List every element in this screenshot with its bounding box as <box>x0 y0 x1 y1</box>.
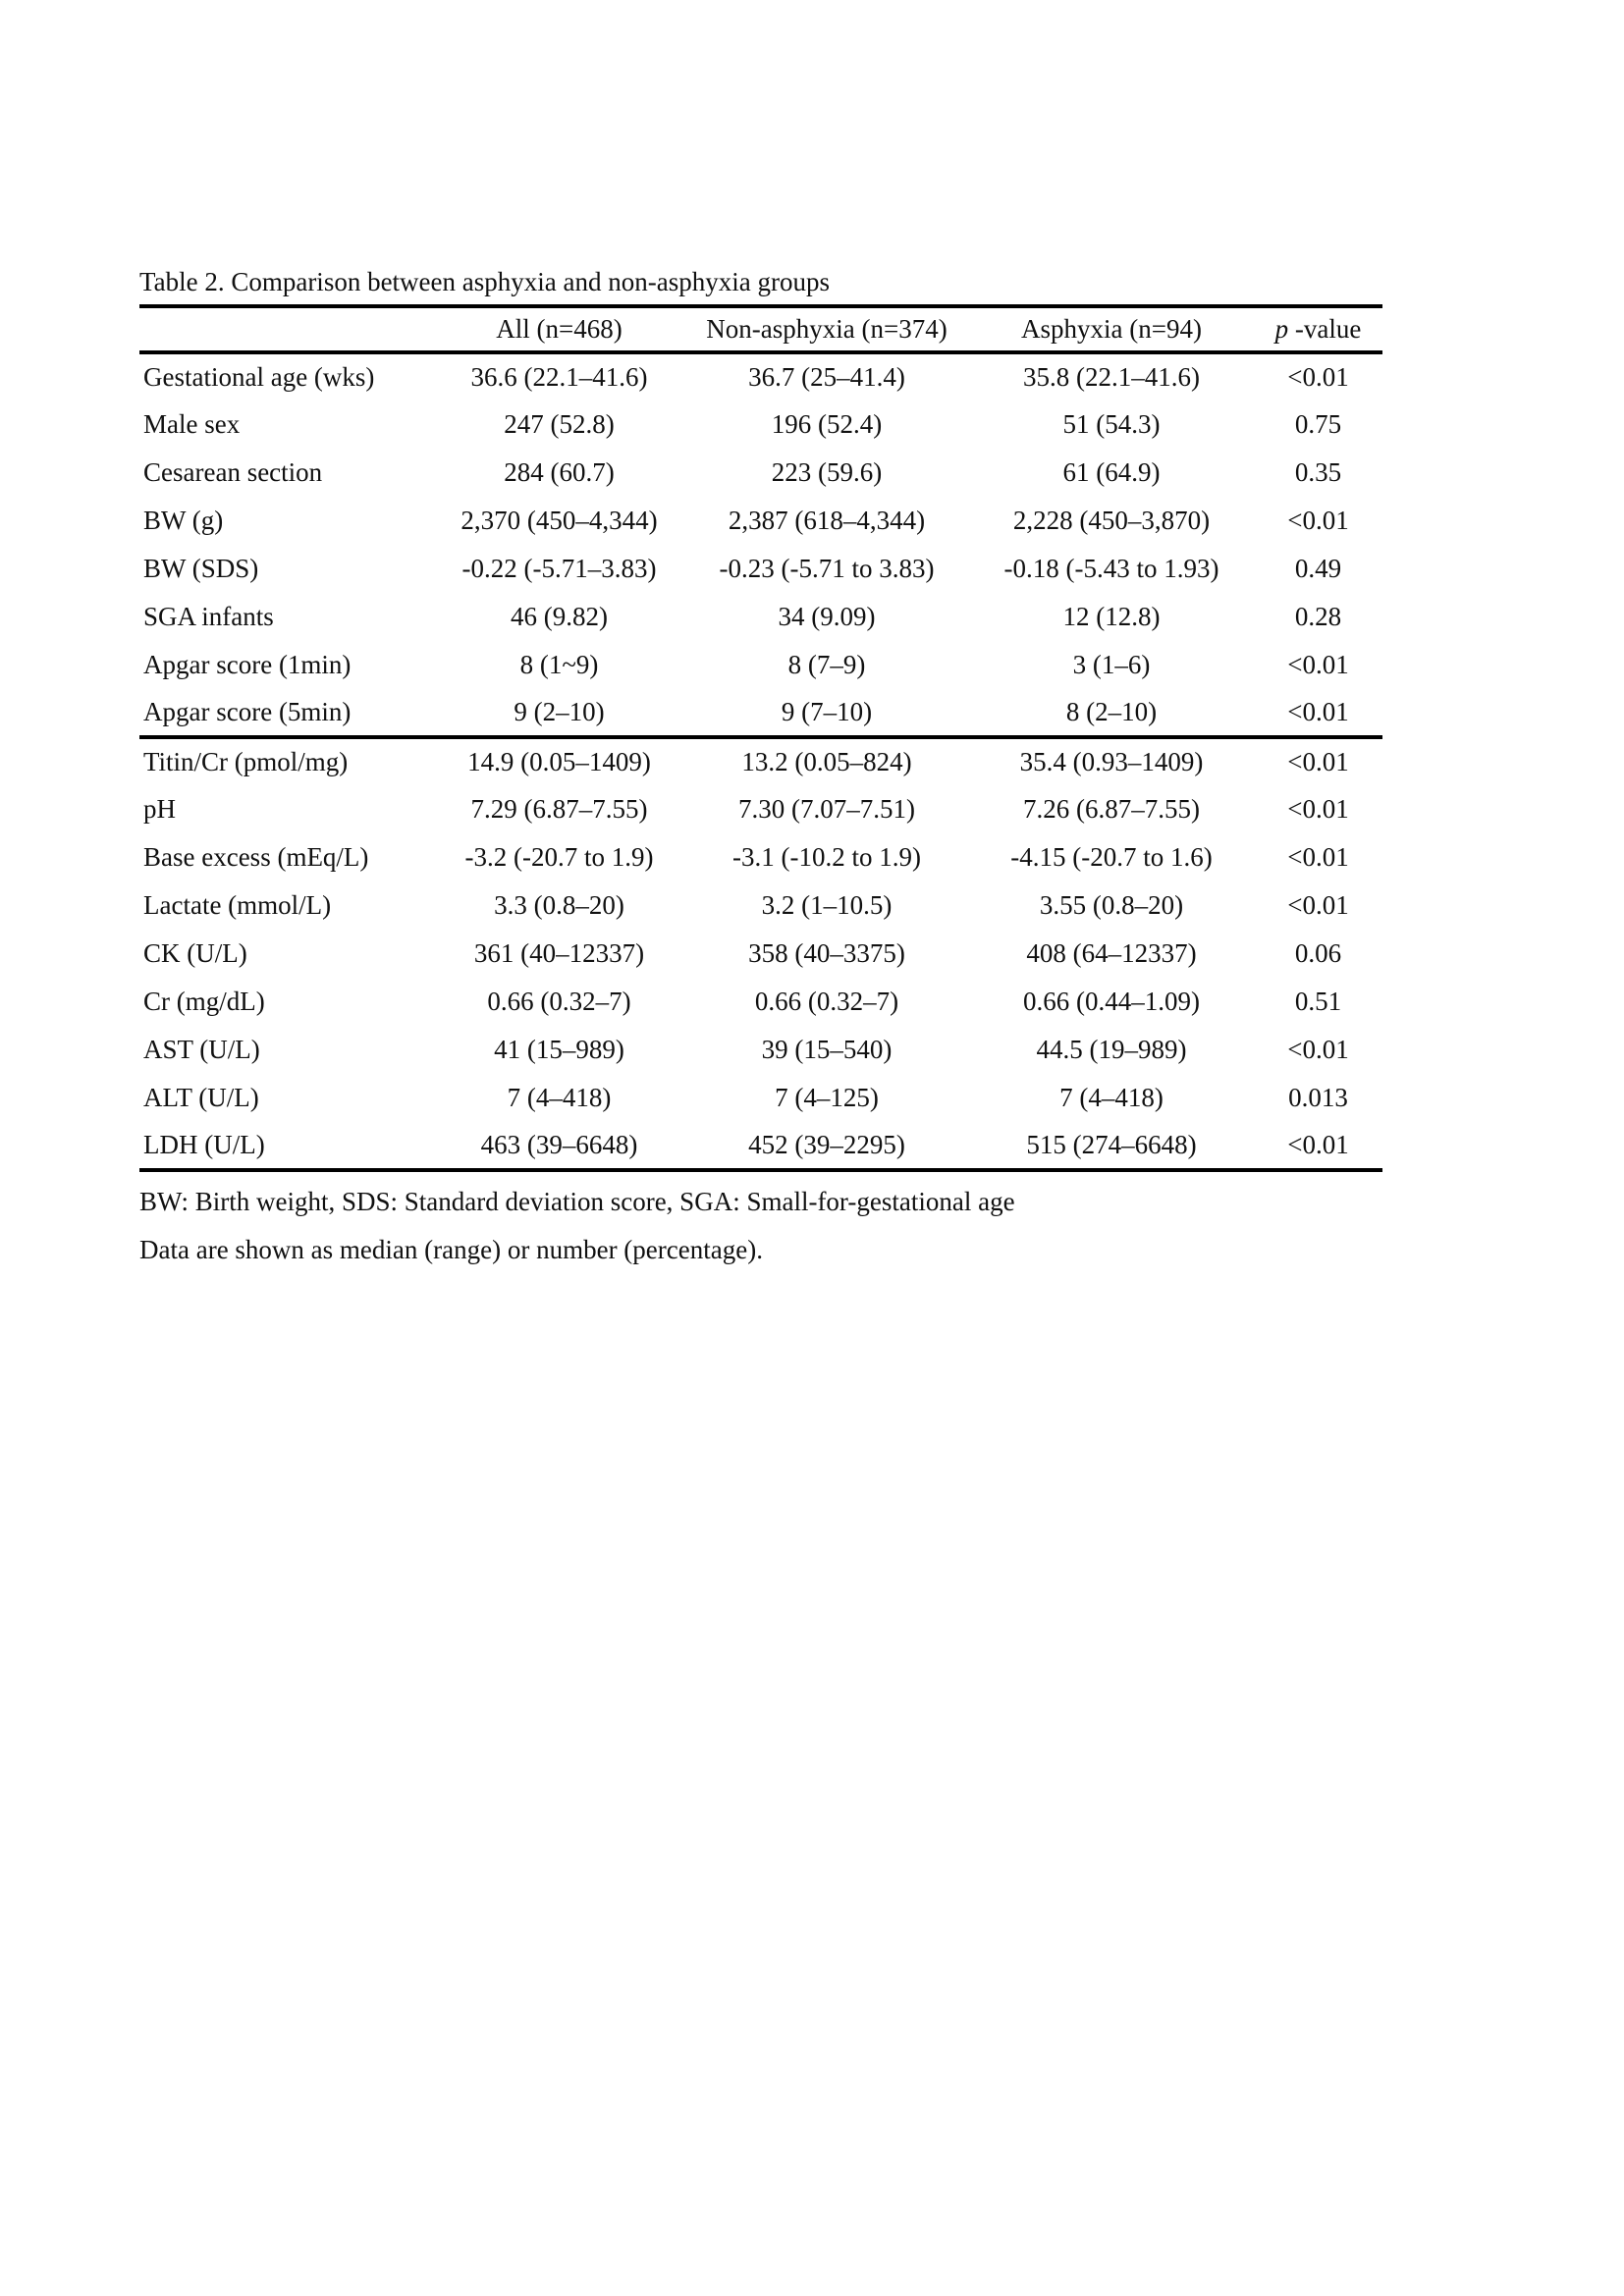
cell-non-asphyxia: 223 (59.6) <box>771 457 883 487</box>
cell-non-asphyxia: 36.7 (25–41.4) <box>748 362 905 392</box>
table-row <box>139 593 1382 641</box>
header-p-value <box>1254 306 1382 352</box>
row-label: ALT (U/L) <box>143 1083 259 1112</box>
cell-asphyxia: 35.8 (22.1–41.6) <box>1023 362 1200 392</box>
cell-asphyxia: 3 (1–6) <box>1072 650 1151 679</box>
table-row <box>139 641 1382 689</box>
cell-non-asphyxia: -0.23 (-5.71 to 3.83) <box>719 554 935 583</box>
cell-p-value: 0.35 <box>1294 457 1342 487</box>
cell-all: 463 (39–6648) <box>434 1122 684 1170</box>
header-asphyxia: Asphyxia (n=94) <box>969 306 1254 352</box>
cell-p-value: <0.01 <box>1287 842 1349 872</box>
cell-asphyxia: 7 (4–418) <box>1059 1083 1164 1112</box>
cell-all: -0.22 (-5.71–3.83) <box>461 554 657 583</box>
table-row <box>139 689 1382 737</box>
cell-asphyxia: 44.5 (19–989) <box>1036 1035 1187 1064</box>
cell-all: 9 (2–10) <box>434 689 684 737</box>
cell-all: 46 (9.82) <box>511 602 608 631</box>
cell-asphyxia: 35.4 (0.93–1409) <box>1019 747 1204 776</box>
cell-p-value: 0.51 <box>1294 987 1342 1016</box>
cell-all: 284 (60.7) <box>504 457 615 487</box>
cell-p-value: 0.75 <box>1294 409 1342 439</box>
cell-p-value: 0.28 <box>1294 602 1342 631</box>
cell-non-asphyxia: 8 (7–9) <box>787 650 866 679</box>
cell-all: 36.6 (22.1–41.6) <box>470 362 648 392</box>
header-all: All (n=468) <box>434 306 684 352</box>
row-label: SGA infants <box>143 602 274 631</box>
cell-asphyxia: 7.26 (6.87–7.55) <box>1023 794 1200 824</box>
row-label: Lactate (mmol/L) <box>143 890 332 920</box>
cell-all: 2,370 (450–4,344) <box>460 506 658 535</box>
table-footnote: Data are shown as median (range) or number (percentage). <box>139 1235 763 1264</box>
cell-all: 7.29 (6.87–7.55) <box>470 794 648 824</box>
cell-all: 8 (1~9) <box>519 650 599 679</box>
cell-non-asphyxia: 452 (39–2295) <box>684 1122 969 1170</box>
table-row <box>139 737 1382 785</box>
cell-non-asphyxia: 34 (9.09) <box>778 602 876 631</box>
row-label: Apgar score (1min) <box>143 650 352 679</box>
header-p-letter: p <box>1274 314 1289 344</box>
cell-non-asphyxia: 13.2 (0.05–824) <box>741 747 912 776</box>
cell-asphyxia: 61 (64.9) <box>1062 457 1161 487</box>
table-row <box>139 833 1382 881</box>
cell-all: 14.9 (0.05–1409) <box>467 747 651 776</box>
table-row <box>139 497 1382 545</box>
table-header-row <box>139 306 1382 352</box>
row-label: AST (U/L) <box>143 1035 260 1064</box>
cell-p-value: <0.01 <box>1287 890 1349 920</box>
cell-p-value: 0.06 <box>1294 938 1342 968</box>
table-row <box>139 545 1382 593</box>
cell-p-value: <0.01 <box>1287 794 1349 824</box>
cell-p-value: 0.49 <box>1294 554 1342 583</box>
cell-non-asphyxia: 39 (15–540) <box>761 1035 893 1064</box>
row-label: BW (g) <box>143 506 224 535</box>
row-label: Male sex <box>143 409 241 439</box>
cell-asphyxia: 3.55 (0.8–20) <box>1039 890 1184 920</box>
cell-non-asphyxia: 7 (4–125) <box>775 1083 879 1112</box>
row-label: Cesarean section <box>143 457 323 487</box>
cell-non-asphyxia: 9 (7–10) <box>684 689 969 737</box>
table-row <box>139 400 1382 449</box>
cell-non-asphyxia: 358 (40–3375) <box>748 938 905 968</box>
cell-all: 41 (15–989) <box>494 1035 624 1064</box>
table-row <box>139 1026 1382 1074</box>
cell-non-asphyxia: 7.30 (7.07–7.51) <box>738 794 915 824</box>
cell-all: 0.66 (0.32–7) <box>487 987 631 1016</box>
row-label: Gestational age (wks) <box>143 362 375 392</box>
cell-asphyxia: 12 (12.8) <box>1062 602 1161 631</box>
row-label: pH <box>143 794 176 824</box>
cell-p-value: 0.013 <box>1288 1083 1348 1112</box>
table-caption: Table 2. Comparison between asphyxia and non-asphyxia groups <box>139 267 830 296</box>
table-row <box>139 1074 1382 1122</box>
cell-asphyxia: -0.18 (-5.43 to 1.93) <box>1003 554 1219 583</box>
cell-p-value: <0.01 <box>1254 689 1382 737</box>
row-label: Base excess (mEq/L) <box>143 842 369 872</box>
cell-asphyxia: 515 (274–6648) <box>969 1122 1254 1170</box>
table-footnote: BW: Birth weight, SDS: Standard deviation score, SGA: Small-for-gestational age <box>139 1187 1015 1216</box>
cell-p-value: <0.01 <box>1287 650 1349 679</box>
table-row <box>139 449 1382 497</box>
table-row <box>139 881 1382 930</box>
comparison-table <box>139 304 1382 1172</box>
header-non-asphyxia: Non-asphyxia (n=374) <box>684 306 969 352</box>
table-notes <box>139 1178 1382 1274</box>
table-body <box>139 352 1382 1170</box>
table-row <box>139 352 1382 400</box>
cell-asphyxia: -4.15 (-20.7 to 1.6) <box>1010 842 1213 872</box>
cell-non-asphyxia: 0.66 (0.32–7) <box>754 987 899 1016</box>
cell-p-value: <0.01 <box>1287 506 1349 535</box>
cell-non-asphyxia: 3.2 (1–10.5) <box>761 890 893 920</box>
row-label: BW (SDS) <box>143 554 259 583</box>
cell-asphyxia: 51 (54.3) <box>1062 409 1161 439</box>
cell-asphyxia: 2,228 (450–3,870) <box>1012 506 1211 535</box>
row-label: Cr (mg/dL) <box>143 987 265 1016</box>
cell-p-value: <0.01 <box>1287 747 1349 776</box>
table-row <box>139 978 1382 1026</box>
cell-non-asphyxia: 2,387 (618–4,344) <box>728 506 926 535</box>
row-label: Titin/Cr (pmol/mg) <box>143 747 349 776</box>
cell-non-asphyxia: -3.1 (-10.2 to 1.9) <box>732 842 921 872</box>
cell-asphyxia: 0.66 (0.44–1.09) <box>1023 987 1200 1016</box>
row-label: LDH (U/L) <box>139 1122 434 1170</box>
table-row <box>139 785 1382 833</box>
cell-asphyxia: 8 (2–10) <box>969 689 1254 737</box>
cell-all: 7 (4–418) <box>507 1083 612 1112</box>
cell-p-value: <0.01 <box>1254 1122 1382 1170</box>
cell-all: 247 (52.8) <box>504 409 615 439</box>
row-label: CK (U/L) <box>143 938 247 968</box>
cell-p-value: <0.01 <box>1287 362 1349 392</box>
cell-p-value: <0.01 <box>1287 1035 1349 1064</box>
table-2 <box>139 263 1382 1274</box>
row-label: Apgar score (5min) <box>139 689 434 737</box>
header-variable <box>139 306 434 352</box>
table-row <box>139 1122 1382 1170</box>
cell-all: -3.2 (-20.7 to 1.9) <box>464 842 654 872</box>
cell-non-asphyxia: 196 (52.4) <box>771 409 883 439</box>
cell-all: 3.3 (0.8–20) <box>494 890 624 920</box>
cell-asphyxia: 408 (64–12337) <box>1026 938 1197 968</box>
cell-all: 361 (40–12337) <box>473 938 645 968</box>
table-row <box>139 930 1382 978</box>
header-p-suffix: -value <box>1288 314 1362 344</box>
